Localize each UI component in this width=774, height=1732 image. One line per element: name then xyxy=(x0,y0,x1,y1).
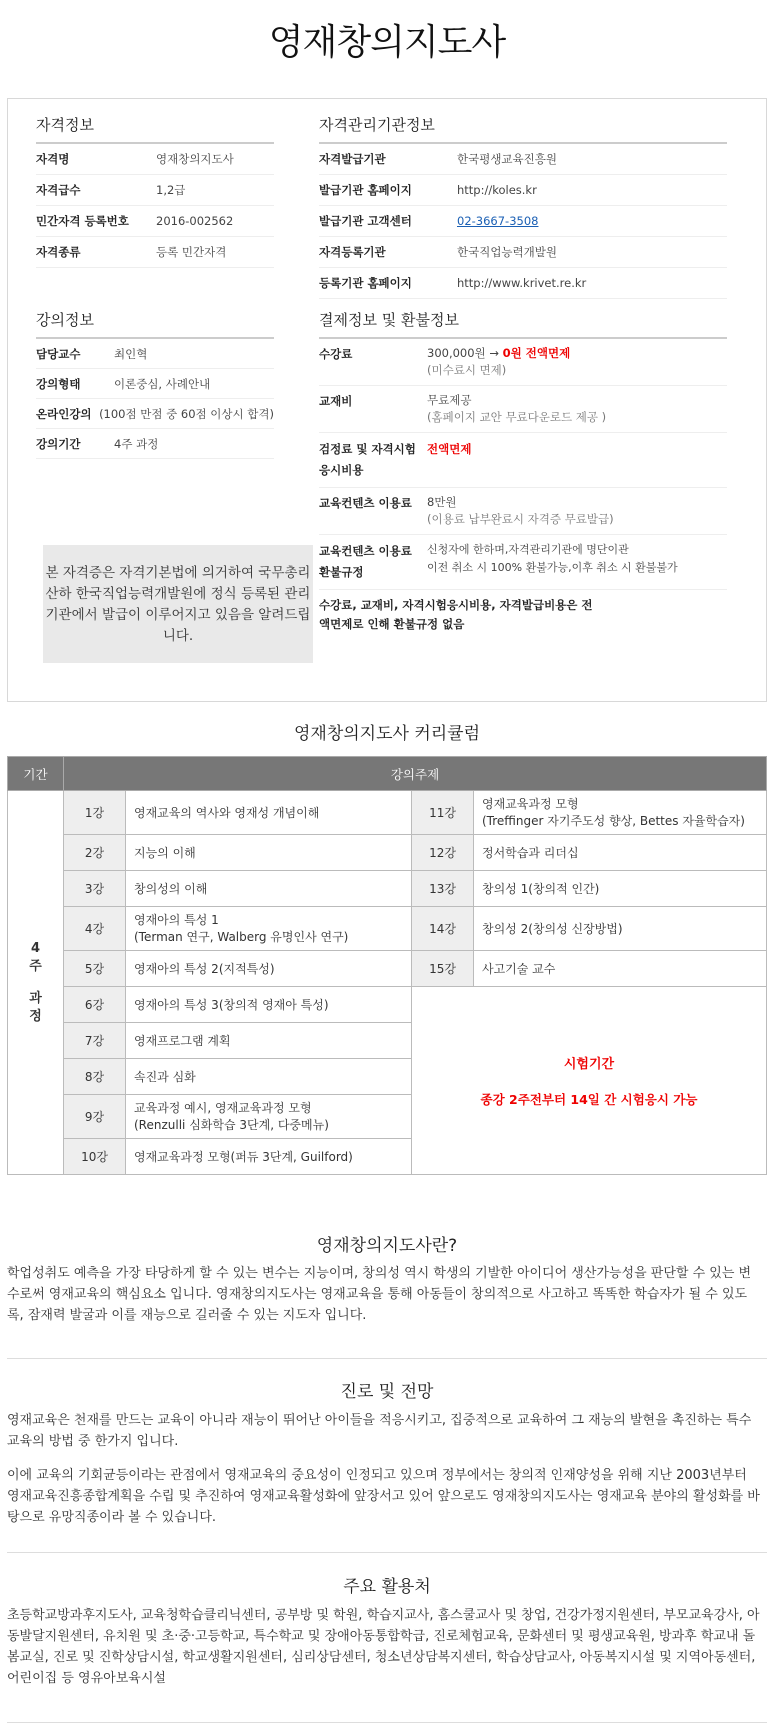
lecture-number: 5강 xyxy=(64,951,126,987)
content-fee-label: 교육컨텐츠 이용료 xyxy=(319,496,412,510)
org-homepage-link[interactable]: http://koles.kr xyxy=(457,183,537,197)
content-fee-sub: (이용료 납부완료시 자격증 무료발급) xyxy=(427,512,614,526)
info-box xyxy=(7,98,767,702)
refund-row xyxy=(319,535,727,590)
material-label: 교재비 xyxy=(319,394,353,408)
qual-row xyxy=(36,175,274,206)
lecture-number: 14강 xyxy=(412,907,474,951)
curriculum-header-row xyxy=(8,757,767,791)
divider xyxy=(7,1358,767,1359)
org-row xyxy=(319,237,727,268)
lecture-number: 6강 xyxy=(64,987,126,1023)
lecture-value: 이론중심, 사례안내 xyxy=(114,376,211,391)
exam-fee-label: 검정료 및 자격시험 응시비용 xyxy=(319,442,416,477)
lecture-number: 9강 xyxy=(64,1095,126,1139)
qual-value: 2016-002562 xyxy=(156,214,234,228)
page-title: 영재창의지도사 xyxy=(268,22,506,63)
what-text: 학업성취도 예측을 가장 타당하게 할 수 있는 변수는 지능이며, 창의성 역시 학생의 기발한 아이디어 생산가능성을 판단할 수 있는 변수로써 영재교육의 핵심요소 입니다. 영재창의지도사는 영재교육을 통해 아동들이 창의적으로 사고하고 똑똑한 학습자가 될 수 있도록, 잠재력 발굴과 이를 재능으로 길러줄 수 있는 지도자 입니다. xyxy=(7,1266,752,1323)
lecture-topic: 영재아의 특성 1 (Terman 연구, Walberg 유명인사 연구) xyxy=(126,907,412,951)
lecture-topic: 창의성 1(창의적 인간) xyxy=(474,871,767,907)
tuition-label: 수강료 xyxy=(319,347,353,361)
qual-row xyxy=(36,237,274,268)
org-row xyxy=(319,206,727,237)
lecture-info-section xyxy=(36,309,274,459)
period-course-2: 정 xyxy=(29,1008,42,1024)
tuition-row xyxy=(319,339,727,386)
org-key: 등록기관 홈페이지 xyxy=(319,276,412,290)
qual-value: 등록 민간자격 xyxy=(156,245,227,259)
exam-fee-row xyxy=(319,433,727,488)
lecture-key: 강의형태 xyxy=(36,376,81,391)
table-row xyxy=(8,791,767,835)
qual-row xyxy=(36,206,274,237)
org-row xyxy=(319,175,727,206)
exam-desc: 종강 2주전부터 14일 간 시험응시 가능 xyxy=(480,1092,698,1107)
org-key: 자격등록기관 xyxy=(319,245,386,259)
exam-title: 시험기간 xyxy=(563,1057,615,1072)
lecture-value: 최인혁 xyxy=(114,346,148,361)
org-info-section xyxy=(319,114,727,299)
refund-label: 교육컨텐츠 이용료 환불규정 xyxy=(319,544,412,579)
divider xyxy=(7,1552,767,1553)
material-sub: (홈페이지 교안 무료다운로드 제공 ) xyxy=(427,410,607,424)
notice-box: 본 자격증은 자격기본법에 의거하여 국무총리산하 한국직업능력개발원에 정식 등록된 관리기관에서 발급이 이루어지고 있음을 알려드립니다. xyxy=(43,545,313,663)
lecture-key: 온라인강의 xyxy=(36,406,92,421)
lecture-info-title: 강의정보 xyxy=(36,309,274,339)
qual-value: 영재창의지도사 xyxy=(156,152,234,166)
divider xyxy=(7,1722,767,1723)
material-value: 무료제공 xyxy=(427,393,472,407)
lecture-key: 강의기간 xyxy=(36,436,81,451)
content-fee-value: 8만원 xyxy=(427,495,457,509)
org-key: 발급기관 홈페이지 xyxy=(319,183,412,197)
customer-center-phone-link[interactable]: 02-3667-3508 xyxy=(457,214,539,228)
org-key: 자격발급기관 xyxy=(319,152,386,166)
lecture-number: 1강 xyxy=(64,791,126,835)
qual-key: 민간자격 등록번호 xyxy=(36,214,129,228)
lecture-number: 15강 xyxy=(412,951,474,987)
lecture-topic: 교육과정 예시, 영재교육과정 모형 (Renzulli 심화학습 3단계, 다중메뉴) xyxy=(126,1095,412,1139)
period-unit: 주 xyxy=(29,958,42,974)
table-row xyxy=(8,951,767,987)
qual-info-section xyxy=(36,114,274,268)
org-info-title: 자격관리기관정보 xyxy=(319,114,727,144)
refund-line1: 신청자에 한하며,자격관리기관에 명단이관 xyxy=(427,543,629,556)
lecture-row xyxy=(36,429,274,459)
career-title: 진로 및 전망 xyxy=(340,1382,434,1402)
tuition-free: 0원 전액면제 xyxy=(502,346,571,360)
lecture-topic: 창의성 2(창의성 신장방법) xyxy=(474,907,767,951)
qual-info-title: 자격정보 xyxy=(36,114,274,144)
org-value: 한국직업능력개발원 xyxy=(457,245,557,259)
lecture-number: 7강 xyxy=(64,1023,126,1059)
what-title: 영재창의지도사란? xyxy=(316,1236,458,1256)
qual-key: 자격명 xyxy=(36,152,70,166)
qual-key: 자격종류 xyxy=(36,245,81,259)
period-course-1: 과 xyxy=(29,990,42,1006)
material-row xyxy=(319,386,727,433)
exam-period-cell xyxy=(412,987,767,1175)
lecture-value: 4주 과정 xyxy=(114,436,159,451)
payment-footer: 수강료, 교재비, 자격시험응시비용, 자격발급비용은 전액면제로 인해 환불규정 없음 xyxy=(319,598,593,631)
lecture-topic: 영재교육과정 모형 (Treffinger 자기주도성 향상, Bettes 자율학습자) xyxy=(474,791,767,835)
usage-text: 초등학교방과후지도사, 교육청학습클리닉센터, 공부방 및 학원, 학습지교사, 홈스쿨교사 및 창업, 건강가정지원센터, 부모교육강사, 아동발달지원센터, 유치원 및 초·중·고등학교, 특수학교 및 장애아동통합학급, 진로체험교육, 문화센터 및 평생교육원, 방과후 학교내 돌봄교실, 진로 및 진학상담시설, 학교생활지원센터, 심리상담센터, 청소년상담복지센터, 학습상담교사, 아동복지시설 및 지역아동센터, 어린이집 등 영유아보육시설 xyxy=(7,1608,760,1686)
payment-info-section xyxy=(319,309,727,634)
career-text-1: 영재교육은 천재를 만드는 교육이 아니라 재능이 뛰어난 아이들을 적응시키고, 집중적으로 교육하여 그 재능의 발현을 촉진하는 특수교육의 방법 중 한가지 입니다. xyxy=(7,1413,752,1449)
lecture-topic: 지능의 이해 xyxy=(126,835,412,871)
lecture-topic: 정서학습과 리더십 xyxy=(474,835,767,871)
org-row xyxy=(319,144,727,175)
lecture-number: 11강 xyxy=(412,791,474,835)
tuition-sub: (미수료시 면제) xyxy=(427,363,507,377)
org-value: 한국평생교육진흥원 xyxy=(457,152,557,166)
lecture-topic: 영재아의 특성 2(지적특성) xyxy=(126,951,412,987)
lecture-number: 10강 xyxy=(64,1139,126,1175)
lecture-topic: 영재교육의 역사와 영재성 개념이해 xyxy=(126,791,412,835)
tuition-price: 300,000원 → xyxy=(427,346,499,360)
lecture-topic: 창의성의 이해 xyxy=(126,871,412,907)
table-row xyxy=(8,987,767,1023)
lecture-key: 담당교수 xyxy=(36,346,81,361)
topic-header: 강의주제 xyxy=(64,757,767,791)
qual-key: 자격급수 xyxy=(36,183,81,197)
table-row xyxy=(8,907,767,951)
usage-title: 주요 활용처 xyxy=(343,1577,431,1597)
curriculum-title: 영재창의지도사 커리큘럼 xyxy=(293,724,481,744)
registrar-homepage-link[interactable]: http://www.krivet.re.kr xyxy=(457,276,587,290)
qual-value: 1,2급 xyxy=(156,183,186,197)
content-fee-row xyxy=(319,488,727,535)
org-key: 발급기관 고객센터 xyxy=(319,214,412,228)
lecture-row xyxy=(36,339,274,369)
lecture-number: 12강 xyxy=(412,835,474,871)
lecture-number: 2강 xyxy=(64,835,126,871)
period-weeks: 4 xyxy=(30,940,41,956)
lecture-topic: 영재아의 특성 3(창의적 영재아 특성) xyxy=(126,987,412,1023)
lecture-number: 3강 xyxy=(64,871,126,907)
table-row xyxy=(8,871,767,907)
curriculum-table xyxy=(7,756,767,1175)
period-cell xyxy=(8,791,64,1175)
table-row xyxy=(8,835,767,871)
lecture-row xyxy=(36,399,274,429)
lecture-number: 13강 xyxy=(412,871,474,907)
period-header: 기간 xyxy=(8,757,64,791)
lecture-value: (100점 만점 중 60점 이상시 합격) xyxy=(99,406,274,421)
payment-info-title: 결제정보 및 환불정보 xyxy=(319,309,727,339)
qual-row xyxy=(36,144,274,175)
lecture-row xyxy=(36,369,274,399)
lecture-topic: 속진과 심화 xyxy=(126,1059,412,1095)
lecture-topic: 영재교육과정 모형(퍼듀 3단계, Guilford) xyxy=(126,1139,412,1175)
lecture-topic: 사고기술 교수 xyxy=(474,951,767,987)
org-row xyxy=(319,268,727,299)
lecture-number: 4강 xyxy=(64,907,126,951)
lecture-topic: 영재프로그램 계획 xyxy=(126,1023,412,1059)
refund-line2: 이전 취소 시 100% 환불가능,이후 취소 시 환불불가 xyxy=(427,561,678,574)
lecture-number: 8강 xyxy=(64,1059,126,1095)
career-text-2: 이에 교육의 기회균등이라는 관점에서 영재교육의 중요성이 인정되고 있으며 정부에서는 창의적 인재양성을 위해 지난 2003년부터 영재교육진흥종합계획을 수립 및 추진하여 영재교육활성화에 앞장서고 있어 앞으로도 영재창의지도사는 영재교육 분야의 활성화를 바탕으로 유망직종이라 볼 수 있습니다. xyxy=(7,1468,760,1525)
exam-fee-value: 전액면제 xyxy=(427,442,472,456)
